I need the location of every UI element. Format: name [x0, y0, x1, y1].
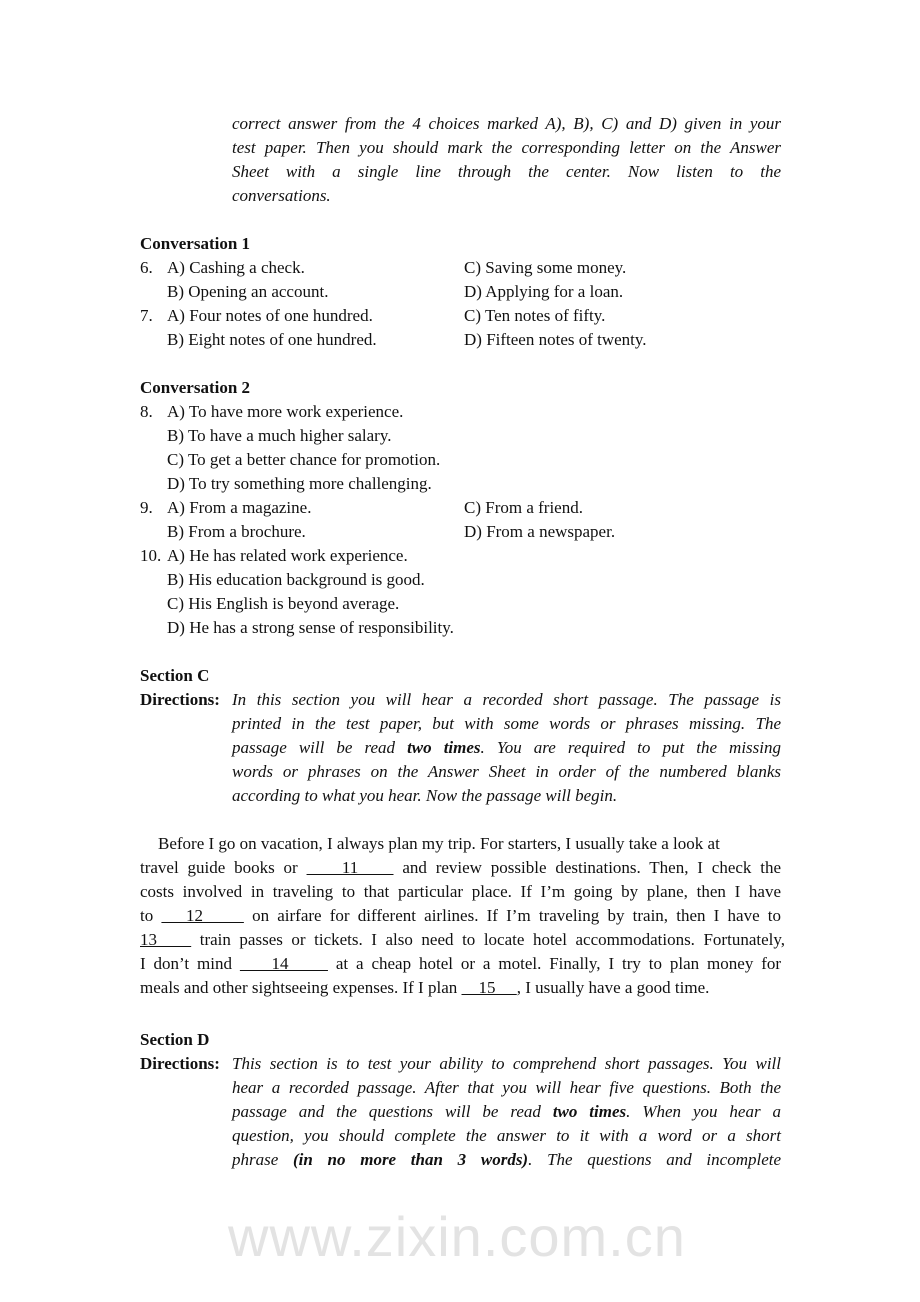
option-a: A) He has related work experience.: [167, 546, 408, 565]
emphasis: (in no more than 3 words): [293, 1150, 529, 1169]
text: train passes or tickets. I also need to locate hotel accommodations. Fortunately,: [199, 930, 786, 949]
intro-line: Sheet with a single line through the center. Now listen to the: [232, 162, 781, 181]
question-number: 8.: [140, 402, 153, 421]
text: , I usually have a good time.: [516, 978, 710, 997]
passage-line: [140, 856, 781, 880]
section-c-heading: Section C: [140, 666, 210, 685]
option-b: B) Opening an account.: [167, 282, 329, 301]
text: . When you hear a: [626, 1102, 781, 1121]
option-d: D) From a newspaper.: [464, 522, 616, 541]
text: passage and the questions will be read: [232, 1102, 541, 1121]
option-a: A) From a magazine.: [167, 498, 312, 517]
passage-line: [140, 904, 781, 928]
option-d: D) He has a strong sense of responsibility.: [167, 618, 454, 637]
text: I don’t mind: [140, 954, 232, 973]
directions-label: Directions:: [140, 690, 220, 709]
option-a: A) To have more work experience.: [167, 402, 404, 421]
blank-11[interactable]: 11: [306, 858, 394, 877]
question-number: 6.: [140, 258, 153, 277]
text: and review possible destinations. Then, I check the: [402, 858, 782, 877]
text: at a cheap hotel or a motel. Finally, I try to plan money for: [335, 954, 782, 973]
option-b: B) To have a much higher salary.: [167, 426, 392, 445]
text: . The questions and incomplete: [528, 1150, 782, 1169]
option-c: C) To get a better chance for promotion.: [167, 450, 441, 469]
directions-line: [232, 736, 781, 760]
text: meals and other sightseeing expenses. If I plan: [140, 978, 458, 997]
directions-line: This section is to test your ability to comprehend short passages. You will: [232, 1054, 781, 1073]
directions-line: [232, 1148, 781, 1172]
intro-line: conversations.: [232, 186, 331, 205]
option-d: D) Fifteen notes of twenty.: [464, 330, 647, 349]
passage-line: [140, 952, 781, 976]
emphasis: two times: [552, 1102, 627, 1121]
conversation-1-heading: Conversation 1: [140, 234, 251, 253]
option-b: B) From a brochure.: [167, 522, 306, 541]
watermark: www.zixin.com.cn: [228, 1205, 686, 1268]
blank-15[interactable]: 15: [461, 978, 517, 997]
option-a: A) Cashing a check.: [167, 258, 305, 277]
conversation-2-heading: Conversation 2: [140, 378, 251, 397]
blank-12[interactable]: 12: [161, 906, 244, 925]
option-a: A) Four notes of one hundred.: [167, 306, 373, 325]
directions-line: printed in the test paper, but with some words or phrases missing. The: [232, 714, 781, 733]
directions-line: words or phrases on the Answer Sheet in order of the numbered blanks: [232, 762, 781, 781]
passage-line: costs involved in traveling to that particular place. If I’m going by plane, then I have: [140, 882, 781, 901]
option-c: C) Saving some money.: [464, 258, 627, 277]
directions-line: In this section you will hear a recorded short passage. The passage is: [232, 690, 781, 709]
option-d: D) To try something more challenging.: [167, 474, 432, 493]
text: phrase: [232, 1150, 279, 1169]
passage-line: [140, 976, 709, 1000]
passage-line: Before I go on vacation, I always plan my trip. For starters, I usually take a look at: [158, 834, 720, 853]
option-b: B) His education background is good.: [167, 570, 425, 589]
intro-line: test paper. Then you should mark the corresponding letter on the Answer: [232, 138, 781, 157]
text: to: [140, 906, 154, 925]
directions-line: according to what you hear. Now the passage will begin.: [232, 786, 618, 805]
directions-line: hear a recorded passage. After that you will hear five questions. Both the: [232, 1078, 781, 1097]
option-c: C) His English is beyond average.: [167, 594, 400, 613]
blank-13[interactable]: 13: [140, 930, 192, 949]
emphasis: two times: [407, 738, 481, 757]
blank-14[interactable]: 14: [239, 954, 328, 973]
text: on airfare for different airlines. If I’m traveling by train, then I have to: [252, 906, 782, 925]
intro-line: correct answer from the 4 choices marked A), B), C) and D) given in your: [232, 114, 781, 133]
text: passage will be read: [232, 738, 396, 757]
text: . You are required to put the missing: [480, 738, 781, 757]
question-number: 7.: [140, 306, 153, 325]
directions-line: [232, 1100, 781, 1124]
passage-line: [140, 928, 785, 952]
option-b: B) Eight notes of one hundred.: [167, 330, 377, 349]
section-d-heading: Section D: [140, 1030, 210, 1049]
option-c: C) From a friend.: [464, 498, 583, 517]
text: travel guide books or: [140, 858, 298, 877]
directions-label: Directions:: [140, 1054, 220, 1073]
option-d: D) Applying for a loan.: [464, 282, 624, 301]
directions-line: question, you should complete the answer to it with a word or a short: [232, 1126, 781, 1145]
question-number: 10.: [140, 546, 162, 565]
option-c: C) Ten notes of fifty.: [464, 306, 606, 325]
question-number: 9.: [140, 498, 153, 517]
